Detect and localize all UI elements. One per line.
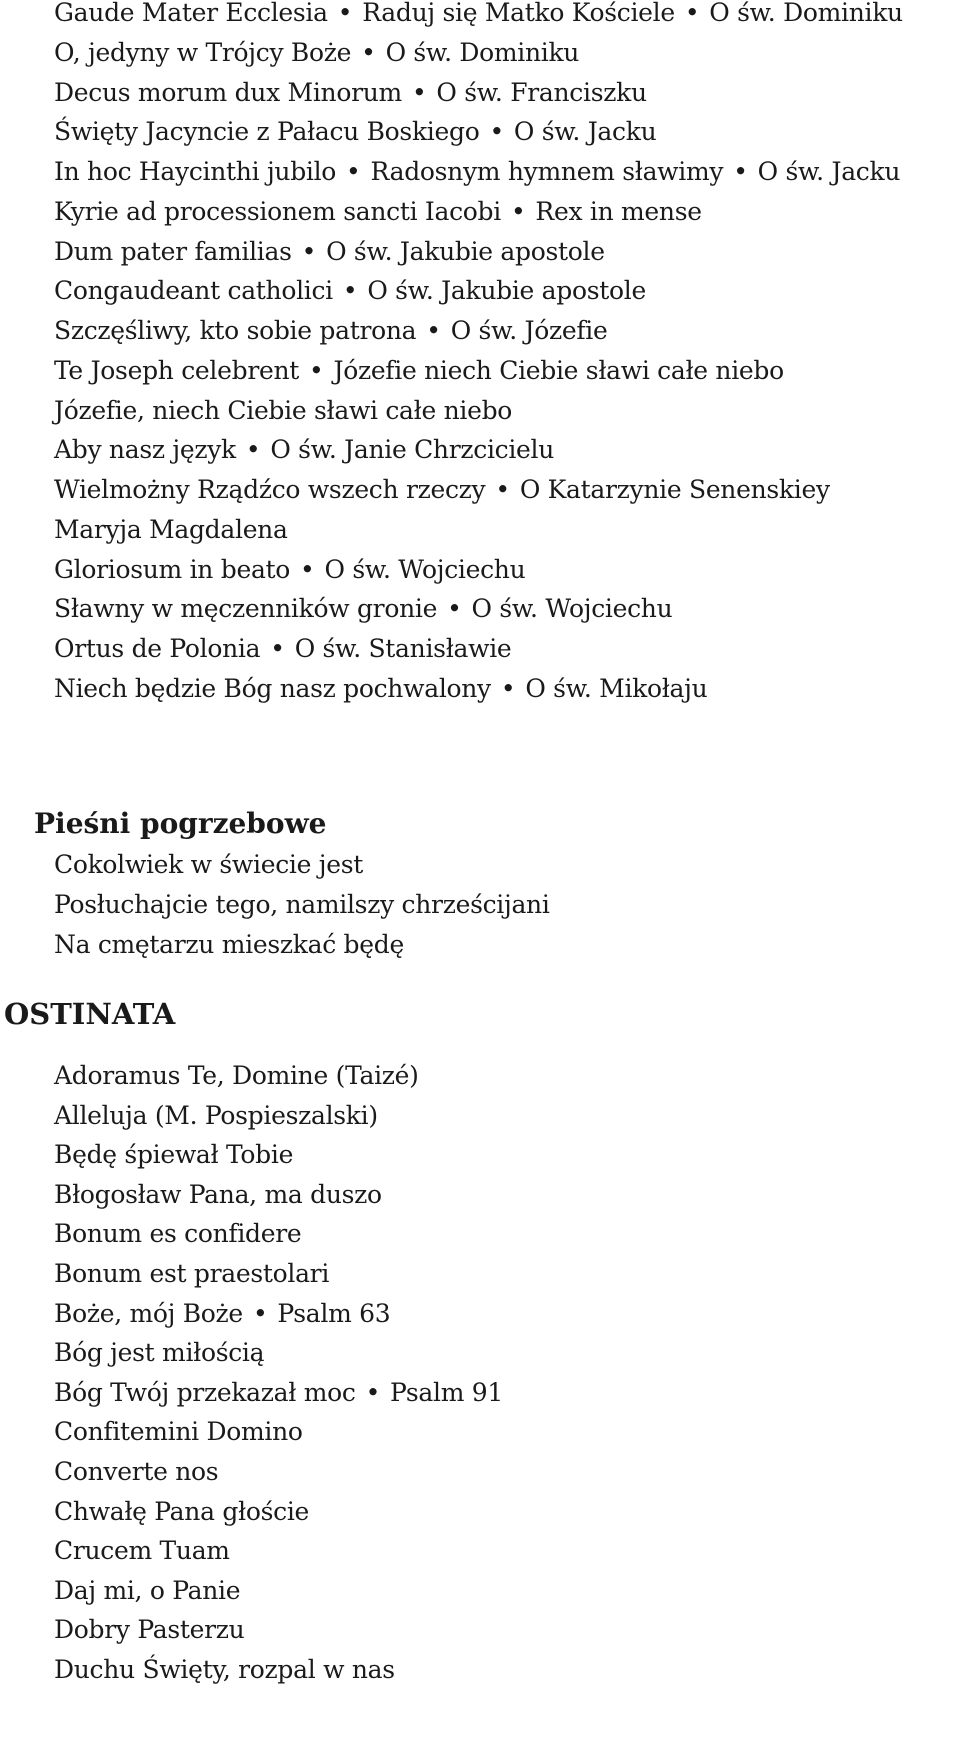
song-alternate-title: Raduj się Matko Kościele bbox=[362, 0, 675, 27]
song-title: Błogosław Pana, ma duszo bbox=[54, 1179, 382, 1209]
song-title: Alleluja (M. Pospieszalski) bbox=[54, 1100, 378, 1130]
song-title: Te Joseph celebrent bbox=[54, 355, 300, 385]
song-entry bbox=[54, 34, 579, 72]
song-entry bbox=[54, 1651, 395, 1689]
song-entry bbox=[54, 1453, 218, 1491]
song-title: Na cmętarzu mieszkać będę bbox=[54, 930, 404, 959]
bullet-separator: • bbox=[301, 236, 317, 266]
song-entry bbox=[54, 1176, 382, 1214]
song-title: Święty Jacyncie z Pałacu Boskiego bbox=[54, 117, 480, 147]
song-title: Wielmożny Rządźco wszech rzeczy bbox=[54, 475, 486, 504]
song-entry bbox=[54, 1532, 230, 1570]
song-title: Aby nasz język bbox=[54, 435, 236, 465]
song-title: Niech będzie Bóg nasz pochwalony bbox=[54, 673, 491, 703]
song-title: Sławny w męczenników gronie bbox=[54, 594, 438, 624]
song-entry bbox=[54, 312, 608, 350]
song-title: Bonum es confidere bbox=[54, 1219, 302, 1249]
song-entry bbox=[54, 1611, 244, 1649]
bullet-separator: • bbox=[361, 37, 376, 67]
song-entry bbox=[54, 1374, 503, 1412]
bullet-separator: • bbox=[489, 117, 504, 147]
section-heading-ostinata: OSTINATA bbox=[4, 997, 176, 1031]
song-entry bbox=[54, 1413, 303, 1451]
song-title: Bóg Twój przekazał moc bbox=[54, 1377, 356, 1407]
song-title: Duchu Święty, rozpal w nas bbox=[54, 1655, 395, 1684]
song-entry bbox=[54, 590, 672, 628]
song-entry bbox=[54, 1097, 378, 1135]
song-title: Confitemini Domino bbox=[54, 1417, 303, 1447]
song-title: In hoc Haycinthi jubilo bbox=[54, 157, 337, 186]
bullet-separator: • bbox=[309, 355, 324, 385]
song-title: Kyrie ad processionem sancti Iacobi bbox=[54, 196, 501, 226]
song-title: Boże, mój Boże bbox=[54, 1298, 243, 1328]
bullet-separator: • bbox=[733, 157, 748, 186]
song-alternate-title: O św. Jacku bbox=[757, 157, 901, 186]
song-title: Dobry Pasterzu bbox=[54, 1615, 245, 1645]
song-entry bbox=[54, 431, 554, 469]
bullet-separator: • bbox=[500, 673, 516, 703]
song-title: Congaudeant catholici bbox=[54, 276, 333, 306]
song-alternate-title: O św. Wojciechu bbox=[324, 554, 526, 584]
bullet-separator: • bbox=[447, 594, 462, 624]
song-alternate-title: Radosnym hymnem sławimy bbox=[370, 157, 724, 186]
song-entry bbox=[54, 1572, 240, 1610]
bullet-separator: • bbox=[495, 475, 510, 504]
song-alternate-title: Psalm 91 bbox=[390, 1377, 503, 1407]
song-entry bbox=[54, 392, 512, 430]
song-entry bbox=[54, 846, 363, 884]
song-entry bbox=[54, 926, 404, 964]
song-title: Bonum est praestolari bbox=[54, 1259, 330, 1288]
song-title: Będę śpiewał Tobie bbox=[54, 1140, 294, 1170]
song-title: O, jedyny w Trójcy Boże bbox=[54, 37, 352, 67]
song-alternate-title: O Katarzynie Senenskiey bbox=[519, 475, 830, 504]
song-entry bbox=[54, 670, 707, 708]
song-entry bbox=[54, 153, 900, 191]
song-alternate-title: O św. Jakubie apostole bbox=[367, 276, 646, 306]
song-entry bbox=[54, 0, 903, 32]
song-entry bbox=[54, 352, 784, 390]
song-title: Daj mi, o Panie bbox=[54, 1575, 241, 1605]
bullet-separator: • bbox=[300, 554, 315, 584]
song-alternate-title: Psalm 63 bbox=[277, 1298, 391, 1328]
bullet-separator: • bbox=[346, 157, 361, 186]
song-entry bbox=[54, 113, 656, 151]
song-entry bbox=[54, 1255, 329, 1293]
song-alternate-title: O św. Jacku bbox=[513, 117, 657, 147]
bullet-separator: • bbox=[365, 1377, 381, 1407]
song-entry bbox=[54, 511, 288, 549]
bullet-separator: • bbox=[510, 196, 526, 226]
song-entry bbox=[54, 1057, 419, 1095]
song-title: Gaude Mater Ecclesia bbox=[54, 0, 328, 27]
song-title: Józefie, niech Ciebie sławi całe niebo bbox=[54, 395, 513, 425]
bullet-separator: • bbox=[411, 77, 427, 107]
song-title: Cokolwiek w świecie jest bbox=[54, 850, 363, 879]
song-alternate-title: O św. Mikołaju bbox=[525, 673, 708, 703]
song-title: Crucem Tuam bbox=[54, 1536, 230, 1566]
bullet-separator: • bbox=[337, 0, 353, 27]
song-title: Bóg jest miłością bbox=[54, 1338, 265, 1368]
bullet-separator: • bbox=[245, 435, 261, 465]
song-title: Dum pater familias bbox=[54, 236, 292, 266]
song-title: Adoramus Te, Domine (Taizé) bbox=[54, 1061, 419, 1090]
song-title: Chwałę Pana głoście bbox=[54, 1496, 310, 1526]
song-alternate-title: O św. Wojciechu bbox=[471, 594, 673, 624]
song-title: Szczęśliwy, kto sobie patrona bbox=[54, 316, 417, 345]
song-alternate-title: O św. Jakubie apostole bbox=[326, 236, 605, 266]
song-entry bbox=[54, 193, 702, 231]
song-entry bbox=[54, 1334, 264, 1372]
song-alternate-title: O św. Józefie bbox=[450, 316, 608, 345]
song-entry bbox=[54, 1493, 309, 1531]
song-title: Converte nos bbox=[54, 1457, 219, 1486]
bullet-separator: • bbox=[342, 276, 358, 306]
song-title: Decus morum dux Minorum bbox=[54, 77, 402, 107]
song-entry bbox=[54, 886, 550, 924]
song-alternate-title: Rex in mense bbox=[535, 196, 702, 226]
song-entry bbox=[54, 233, 605, 271]
song-title: Gloriosum in beato bbox=[54, 554, 291, 584]
song-title: Maryja Magdalena bbox=[54, 514, 288, 544]
song-alternate-title: O św. Dominiku bbox=[709, 0, 903, 27]
song-entry bbox=[54, 551, 525, 589]
song-alternate-title: Józefie niech Ciebie sławi całe niebo bbox=[333, 355, 784, 385]
song-alternate-title: O św. Stanisławie bbox=[294, 634, 512, 663]
bullet-separator: • bbox=[426, 316, 441, 345]
song-entry bbox=[54, 1295, 390, 1333]
song-entry bbox=[54, 272, 646, 310]
bullet-separator: • bbox=[684, 0, 700, 27]
song-title: Posłuchajcie tego, namilszy chrześcijani bbox=[54, 890, 550, 919]
song-entry bbox=[54, 1136, 293, 1174]
song-alternate-title: O św. Franciszku bbox=[436, 77, 647, 107]
bullet-separator: • bbox=[252, 1298, 268, 1328]
song-alternate-title: O św. Dominiku bbox=[385, 37, 580, 67]
song-entry bbox=[54, 1215, 301, 1253]
song-entry bbox=[54, 630, 511, 668]
song-entry bbox=[54, 471, 830, 509]
bullet-separator: • bbox=[270, 634, 285, 663]
song-alternate-title: O św. Janie Chrzcicielu bbox=[270, 435, 555, 465]
song-entry bbox=[54, 74, 647, 112]
section-heading-funeral-songs: Pieśni pogrzebowe bbox=[34, 807, 327, 840]
song-title: Ortus de Polonia bbox=[54, 634, 261, 663]
